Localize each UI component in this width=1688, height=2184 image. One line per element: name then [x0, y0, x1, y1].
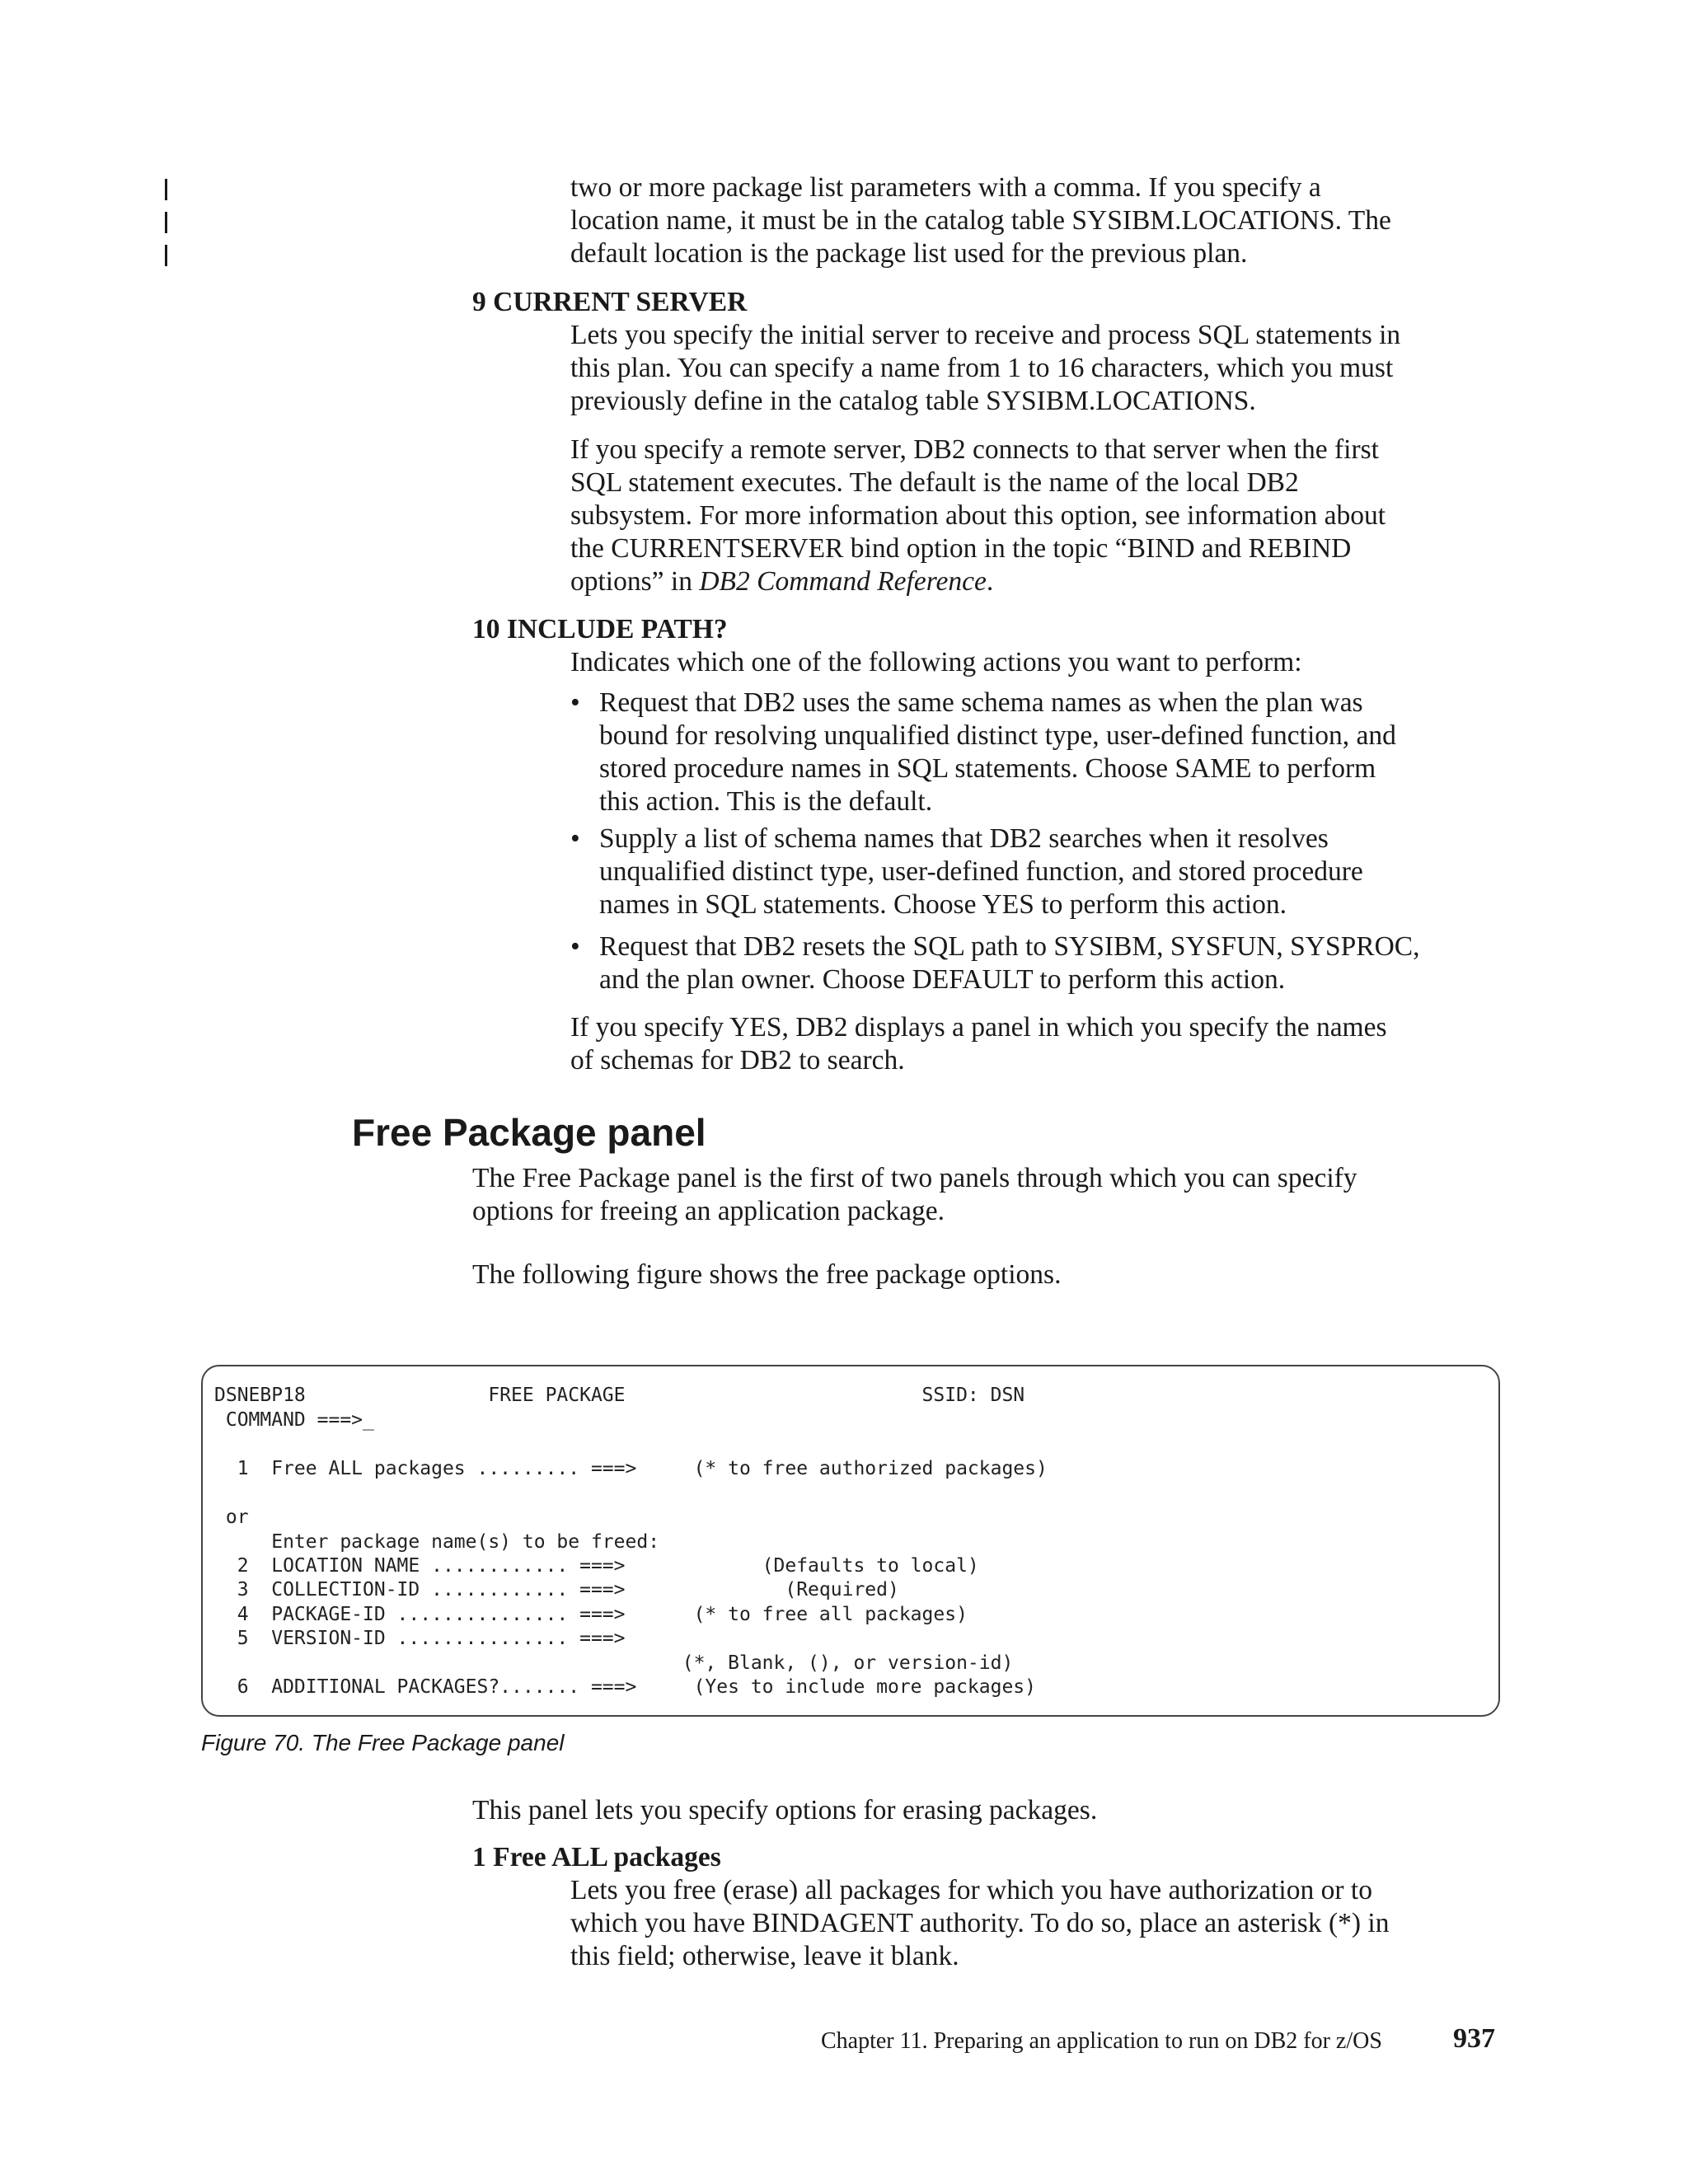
text-line: this field; otherwise, leave it blank.	[570, 1941, 959, 1971]
after-figure-paragraph: This panel lets you specify options for erasing packages.	[472, 1795, 1098, 1825]
list-item	[570, 930, 1518, 996]
panel-line: 4 PACKAGE-ID ............... ===> (* to free all packages)	[214, 1604, 968, 1625]
text-line: If you specify YES, DB2 displays a panel in which you specify the names	[570, 1012, 1387, 1043]
text-line: names in SQL statements. Choose YES to perform this action.	[599, 889, 1287, 920]
item-10-bullet-list	[570, 823, 1518, 921]
text-line: the CURRENTSERVER bind option in the topic “BIND and REBIND	[570, 533, 1352, 564]
text-line: The Free Package panel is the first of two panels through which you can specify	[472, 1163, 1357, 1193]
bullet-icon: •	[570, 823, 580, 854]
item-10-term: 10 INCLUDE PATH?	[472, 614, 728, 644]
text-line: Request that DB2 uses the same schema names as when the plan was	[599, 687, 1363, 718]
text-line: options for freeing an application package.	[472, 1196, 945, 1226]
text-line: location name, it must be in the catalog table SYSIBM.LOCATIONS. The	[570, 205, 1391, 236]
text-fragment: .	[986, 566, 994, 597]
text-line: Lets you specify the initial server to receive and process SQL statements in	[570, 320, 1401, 350]
panel-line: COMMAND ===>_	[214, 1409, 374, 1431]
panel-line: or	[214, 1507, 249, 1528]
text-line	[570, 565, 1518, 598]
intro-paragraph	[570, 171, 1518, 270]
text-line: stored procedure names in SQL statements. Choose SAME to perform	[599, 753, 1376, 784]
text-line: previously define in the catalog table SYSIBM.LOCATIONS.	[570, 386, 1256, 416]
text-line: two or more package list parameters with a comma. If you specify a	[570, 172, 1321, 203]
bullet-icon: •	[570, 931, 580, 962]
text-line: subsystem. For more information about this option, see information about	[570, 500, 1386, 531]
item-10-bullet-list	[570, 930, 1518, 996]
revision-bar	[165, 212, 167, 233]
panel-line: 3 COLLECTION-ID ............ ===> (Required)	[214, 1579, 899, 1601]
text-line: bound for resolving unqualified distinct type, user-defined function, and	[599, 720, 1396, 751]
revision-bar	[165, 245, 167, 266]
text-line: unqualified distinct type, user-defined function, and stored procedure	[599, 856, 1363, 887]
item-10-intro: Indicates which one of the following actions you want to perform:	[570, 647, 1302, 677]
book-reference: DB2 Command Reference	[699, 566, 987, 597]
text-line: default location is the package list used for the previous plan.	[570, 238, 1248, 269]
text-line: and the plan owner. Choose DEFAULT to perform this action.	[599, 964, 1286, 995]
text-line: SQL statement executes. The default is the name of the local DB2	[570, 467, 1299, 498]
item-1-term: 1 Free ALL packages	[472, 1842, 721, 1872]
item-9-paragraph-2	[570, 434, 1518, 598]
text-line: Lets you free (erase) all packages for which you have authorization or to	[570, 1875, 1372, 1905]
item-9-description	[570, 319, 1518, 418]
text-line: Supply a list of schema names that DB2 searches when it resolves	[599, 823, 1329, 854]
panel-line: 6 ADDITIONAL PACKAGES?....... ===> (Yes to include more packages)	[214, 1676, 1036, 1698]
text-line: which you have BINDAGENT authority. To do so, place an asterisk (*) in	[570, 1908, 1390, 1938]
bullet-icon: •	[570, 687, 580, 718]
panel-line: 1 Free ALL packages ......... ===> (* to free authorized packages)	[214, 1458, 1048, 1479]
figure-caption: Figure 70. The Free Package panel	[201, 1730, 565, 1755]
panel-line: Enter package name(s) to be freed:	[214, 1531, 660, 1553]
panel-line: 2 LOCATION NAME ............ ===> (Defaults to local)	[214, 1555, 979, 1577]
text-line: this plan. You can specify a name from 1 to 16 characters, which you must	[570, 353, 1394, 383]
section-intro	[472, 1162, 1519, 1228]
list-item	[570, 823, 1518, 921]
item-1-description	[570, 1874, 1518, 1973]
text-line: of schemas for DB2 to search.	[570, 1045, 905, 1076]
item-9-term: 9 CURRENT SERVER	[472, 287, 748, 317]
page-number: 937	[1453, 2023, 1495, 2054]
text-line: If you specify a remote server, DB2 connects to that server when the first	[570, 434, 1379, 465]
item-10-closing	[570, 1011, 1518, 1077]
page-footer-chapter: Chapter 11. Preparing an application to run on DB2 for z/OS	[821, 2028, 1382, 2054]
section-heading: Free Package panel	[352, 1111, 706, 1154]
text-line: Request that DB2 resets the SQL path to SYSIBM, SYSFUN, SYSPROC,	[599, 931, 1420, 962]
text-fragment: options” in	[570, 566, 700, 597]
item-10-bullet-list	[570, 687, 1518, 818]
text-line: this action. This is the default.	[599, 786, 933, 817]
figure-intro: The following figure shows the free package options.	[472, 1259, 1062, 1290]
panel-line: 5 VERSION-ID ............... ===>	[214, 1628, 626, 1649]
panel-line: DSNEBP18 FREE PACKAGE SSID: DSN	[214, 1385, 1025, 1406]
list-item	[570, 687, 1518, 818]
panel-line: (*, Blank, (), or version-id)	[214, 1652, 1014, 1674]
revision-bar	[165, 179, 167, 200]
free-package-panel-figure	[201, 1365, 1500, 1717]
